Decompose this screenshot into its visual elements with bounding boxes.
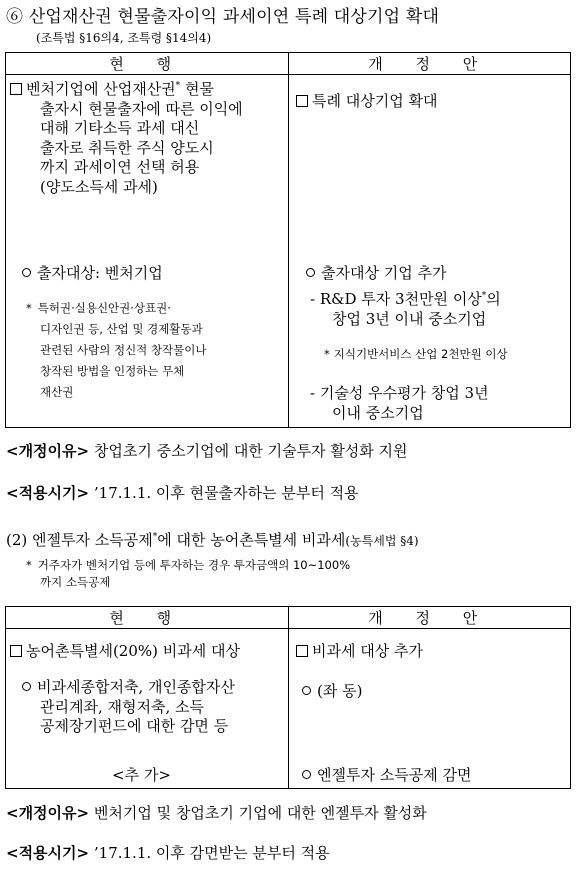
section2-col-current: 현 행 <box>6 607 289 629</box>
checkbox-icon <box>296 95 308 107</box>
circle-bullet-icon <box>306 268 315 277</box>
section2-current-add: <추 가> <box>112 766 171 784</box>
section1-revised-head: 특례 대상기업 확대 <box>296 90 437 111</box>
section2-revised-add: 엔젤투자 소득공제 감면 <box>302 764 471 785</box>
section1-revised-sub2: - 기술성 우수평가 창업 3년 이내 중소기업 <box>310 384 489 422</box>
checkbox-icon <box>10 83 22 95</box>
section2-title: (2) 엔젤투자 소득공제*에 대한 농어촌특별세 비과세(농특세법 §4) <box>6 531 419 549</box>
circle-bullet-icon <box>22 268 31 277</box>
section1-col-current: 현 행 <box>6 53 289 75</box>
circle-bullet-icon <box>302 686 311 695</box>
section1-reason: <개정이유> 창업초기 중소기업에 대한 기술투자 활성화 지원 <box>6 442 408 460</box>
section1-title: ⑥ 산업재산권 현물출자이익 과세이연 특례 대상기업 확대 <box>6 7 440 27</box>
section1-revised-item: 출자대상 기업 추가 <box>306 262 446 283</box>
section1-revised-sub1: - R&D 투자 3천만원 이상*의 창업 3년 이내 중소기업 <box>310 290 501 328</box>
section2-revised-item: (좌 동) <box>302 680 362 701</box>
section2-timing: <적용시기> ’17.1.1. 이후 감면받는 분부터 적용 <box>6 844 330 862</box>
section1-revised-footnote: * 지식기반서비스 산업 2천만원 이상 <box>324 347 508 361</box>
section1-law-reference: (조특법 §16의4, 조특령 §14의4) <box>36 31 212 45</box>
checkbox-icon <box>296 645 308 657</box>
section2-revised-head: 비과세 대상 추가 <box>296 640 423 661</box>
section1-col-revised: 개 정 안 <box>289 53 571 75</box>
circle-bullet-icon <box>22 682 31 691</box>
section1-current-footnote: * 특허권·실용신안권·상표권· 디자인권 등, 산업 및 경제활동과 관련된 사람의 정신적 창작물이나 창작된 방법을 인정하는 무체 재산권 <box>26 301 207 399</box>
section1-current-head: 벤처기업에 산업재산권* 현물 출자시 현물출자에 따른 이익에 대해 기타소득 과세 대신 출자로 취득한 주식 양도시 까지 과세이연 선택 허용 (양도소득세 과세) <box>10 80 243 197</box>
section2-reason: <개정이유> 벤처기업 및 창업초기 기업에 대한 엔젤투자 활성화 <box>6 804 427 822</box>
section2-current-item: 비과세종합저축, 개인종합자산 관리계좌, 재형저축, 소득 공제장기펀드에 대한 감면 등 <box>22 678 235 737</box>
section1-current-item: 출자대상: 벤처기업 <box>22 262 163 283</box>
section2-col-revised: 개 정 안 <box>289 607 571 629</box>
checkbox-icon <box>10 645 22 657</box>
section1-revised-cell <box>289 75 571 428</box>
section2-footnote: * 거주자가 벤처기업 등에 투자하는 경우 투자금액의 10~100% 까지 소득공제 <box>26 558 351 589</box>
circle-bullet-icon <box>302 770 311 779</box>
section2-current-head: 농어촌특별세(20%) 비과세 대상 <box>10 640 240 661</box>
section1-timing: <적용시기> ’17.1.1. 이후 현물출자하는 분부터 적용 <box>6 484 359 502</box>
